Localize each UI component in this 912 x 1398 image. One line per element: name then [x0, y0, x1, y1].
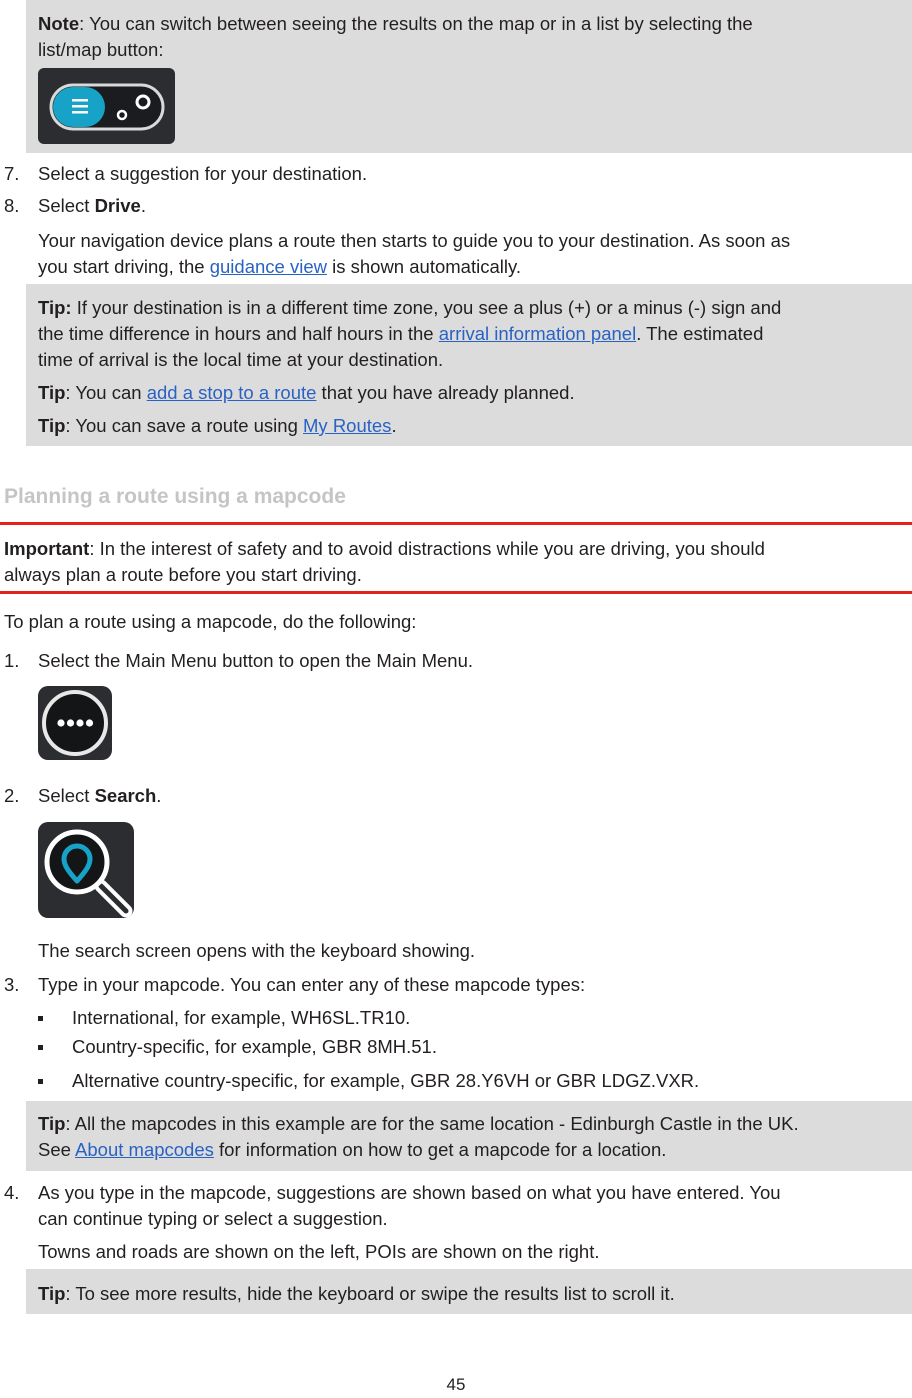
important-line-2: always plan a route before you start driving.: [4, 564, 362, 585]
step-4-paragraph: Towns and roads are shown on the left, POIs are shown on the right.: [38, 1241, 600, 1262]
important-top-rule: [0, 522, 912, 525]
important-bottom-rule: [0, 591, 912, 594]
page-number: 45: [446, 1375, 466, 1394]
drive-label: Drive: [94, 195, 141, 216]
tip-1-line-3: time of arrival is the local time at your destination.: [38, 349, 444, 370]
main-menu-icon: [38, 686, 112, 767]
bullet-marker: [38, 1016, 43, 1021]
arrival-information-panel-link[interactable]: arrival information panel: [438, 323, 637, 344]
important-line-1: Important: In the interest of safety and to avoid distractions while you are driving, you should: [4, 538, 765, 559]
about-mapcodes-link[interactable]: About mapcodes: [75, 1139, 214, 1160]
bullet-item: Alternative country-specific, for example, GBR 28.Y6VH or GBR LDGZ.VXR.: [72, 1070, 700, 1091]
tip-1-line-1: Tip: If your destination is in a different time zone, you see a plus (+) or a minus (-) sign and: [38, 297, 782, 318]
search-label: Search: [94, 785, 157, 806]
tip-1-line-2: the time difference in hours and half hours in the arrival information panel. The estimated: [38, 323, 764, 344]
step-4-line-1: As you type in the mapcode, suggestions are shown based on what you have entered. You: [38, 1182, 781, 1203]
step-4-line-2: can continue typing or select a suggestion.: [38, 1208, 388, 1229]
my-routes-link[interactable]: My Routes: [303, 415, 392, 436]
bullet-marker: [38, 1079, 43, 1084]
list-map-toggle-icon: [38, 68, 175, 151]
step-1-number: 1.: [4, 650, 20, 671]
tip-mapcodes-line-1: Tip: All the mapcodes in this example are for the same location - Edinburgh Castle in the UK.: [38, 1113, 799, 1134]
tip-3-line: Tip: You can save a route using My Routes.: [38, 415, 397, 436]
note-label: Note: [38, 13, 80, 34]
step-2-number: 2.: [4, 785, 20, 806]
step-7-number: 7.: [4, 163, 20, 184]
step-1-text: Select the Main Menu button to open the Main Menu.: [38, 650, 474, 671]
tip-mapcodes-line-2: See About mapcodes for information on how to get a mapcode for a location.: [38, 1139, 667, 1160]
bullet-item: International, for example, WH6SL.TR10.: [72, 1007, 411, 1028]
tip-more-results: Tip: To see more results, hide the keyboard or swipe the results list to scroll it.: [38, 1283, 675, 1304]
step-2-text: Select Search.: [38, 785, 162, 806]
step-7-text: Select a suggestion for your destination.: [38, 163, 368, 184]
section-heading: Planning a route using a mapcode: [4, 485, 346, 508]
note-line-1: Note: You can switch between seeing the results on the map or in a list by selecting the: [38, 13, 753, 34]
step-8-text: Select Drive.: [38, 195, 146, 216]
add-stop-link[interactable]: add a stop to a route: [146, 382, 317, 403]
step-4-number: 4.: [4, 1182, 20, 1203]
guidance-view-link[interactable]: guidance view: [209, 256, 327, 277]
step-3-number: 3.: [4, 974, 20, 995]
drive-paragraph-line-1: Your navigation device plans a route then starts to guide you to your destination. As soon as: [38, 230, 791, 251]
step-8-number: 8.: [4, 195, 20, 216]
bullet-item: Country-specific, for example, GBR 8MH.51.: [72, 1036, 437, 1057]
note-line-2: list/map button:: [38, 39, 164, 60]
search-icon: [38, 822, 134, 925]
drive-paragraph-line-2: you start driving, the guidance view is shown automatically.: [38, 256, 521, 277]
bullet-marker: [38, 1045, 43, 1050]
tip-2-line: Tip: You can add a stop to a route that you have already planned.: [38, 382, 575, 403]
step-3-text: Type in your mapcode. You can enter any of these mapcode types:: [38, 974, 586, 995]
step-2-after-text: The search screen opens with the keyboard showing.: [38, 940, 476, 961]
intro-text: To plan a route using a mapcode, do the following:: [4, 611, 417, 632]
